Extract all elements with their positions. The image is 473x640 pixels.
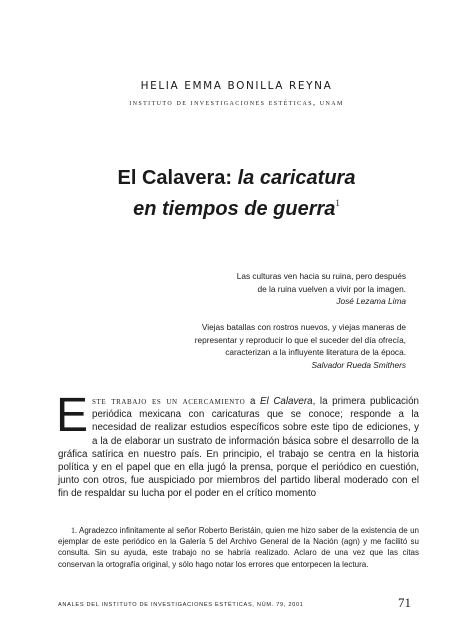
epigraph-2-author: Salvador Rueda Smithers xyxy=(311,359,406,370)
epigraph-1 xyxy=(237,270,406,308)
title-footnote-marker: 1 xyxy=(335,198,340,208)
epigraph-1-author: José Lezama Lima xyxy=(336,296,406,306)
epigraph-2-line-3: caracterizan a la influyente literatura de la época. xyxy=(225,347,406,357)
running-footer: ANALES DEL INSTITUTO DE INVESTIGACIONES ESTÉTICAS, NÚM. 79, 2001 xyxy=(58,602,304,608)
title-plain: El Calavera: xyxy=(117,167,238,189)
body-publication-title: El Calavera xyxy=(260,396,313,407)
epigraph-2 xyxy=(195,321,406,371)
body-paragraph xyxy=(56,389,419,501)
page-number: 71 xyxy=(398,595,411,610)
epigraph-1-line-2: de la ruina vuelven a vivir por la imagen. xyxy=(257,283,406,294)
epigraph-1-line-1: Las culturas ven hacia su ruina, pero después xyxy=(236,271,406,281)
lead-in-small-caps: ste trabajo es un acercamiento xyxy=(92,396,246,407)
footnote-number: 1. xyxy=(71,526,77,535)
epigraph-2-line-1: Viejas batallas con rostros nuevos, y viejas maneras de xyxy=(201,322,406,332)
footnote-text: Agradezco infinitamente al señor Roberto Beristáin, quien me hizo saber de la existencia de un ejemplar de este periódico en la Galería 5 del Archivo General de la Nación (agn) y me facilitó su consulta. Sin su ayuda, este trabajo no se habría realizado. Aclaro de una vez que las citas conservan la ortografía original, y sólo hago notar los errores que entorpecen la lectura. xyxy=(58,526,419,569)
title-italic-1: la caricatura xyxy=(237,167,356,189)
author-affiliation: instituto de investigaciones estéticas, unam xyxy=(129,98,344,107)
body-text-pre: a xyxy=(245,396,261,407)
article-title xyxy=(0,166,473,222)
author-name: HELIA EMMA BONILLA REYNA xyxy=(140,80,333,92)
title-italic-2: en tiempos de guerra xyxy=(133,198,336,220)
drop-cap: E xyxy=(56,389,89,442)
epigraph-2-line-2: representar y reproducir lo que el suceder del día ofrecía, xyxy=(194,334,406,345)
body-text: , la primera publicación periódica mexicana con caricaturas que se conoce; responde a la necesidad de realizar estudios específicos sobre este tipo de ediciones, y a la de elaborar un sustrato de información básica sobre el desarrollo de la gráfica satírica en nuestro país. En principio, el trabajo se centra en la historia política y en el papel que en ella jugó la prensa, porque el periódico en cuestión, junto con otros, fue auspiciado por miembros del partido liberal moderado con el fin de respaldar su lucha por el poder en el crítico momento xyxy=(58,396,419,500)
footnote-1 xyxy=(58,525,419,570)
